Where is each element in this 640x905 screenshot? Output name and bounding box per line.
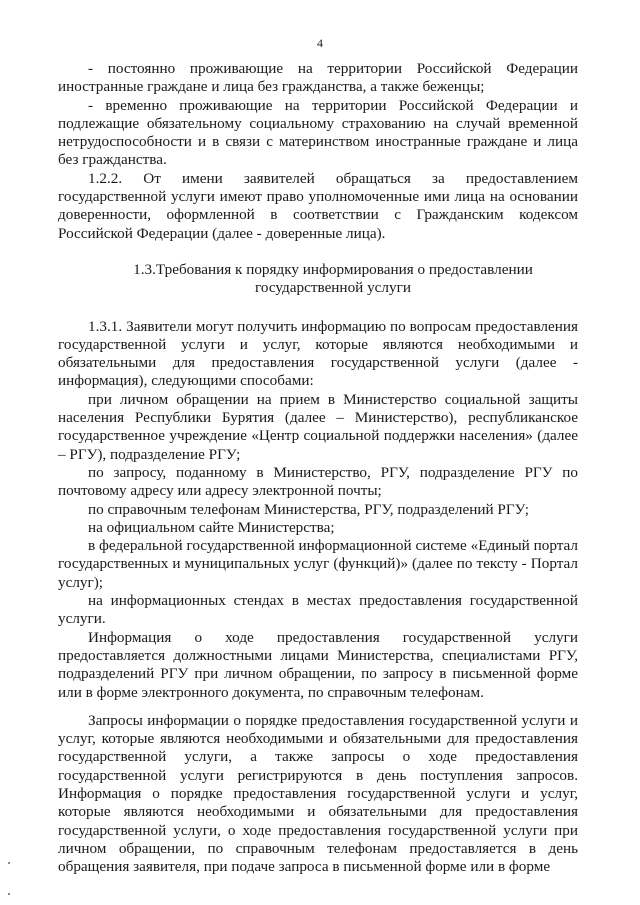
paragraph-1-3-1: 1.3.1. Заявители могут получить информацию по вопросам предоставления государственной услуги и услуг, которые являются необходимыми и обязательными для предоставления государственной услуги (далее - информация), следующими способами: (58, 317, 578, 390)
document-body (58, 60, 578, 876)
paragraph-federal-portal: в федеральной государственной информационной системе «Единый портал государственных и муниципальных услуг (функций)» (далее по тексту - Портал услуг); (58, 537, 578, 591)
section-heading-1-3 (58, 261, 578, 298)
paragraph-progress-info: Информация о ходе предоставления государственной услуги предоставляется должностными лицами Министерства, специалистами РГУ, подразделений РГУ при личном обращении, по запросу в письменной форме или в форме электронного документа, по справочным телефонам. (58, 628, 578, 701)
paragraph-by-phone: по справочным телефонам Министерства, РГУ, подразделений РГУ; (88, 500, 529, 518)
section-heading-line-1: 1.3.Требования к порядку информирования о предоставлении (133, 260, 533, 278)
paragraph-info-requests: Запросы информации о порядке предоставления государственной услуги и услуг, которые являются необходимыми и обязательными для предоставления государственной услуги, а также запросы о ходе предоставления государственной услуги регистрируются в день поступления запросов. Информация о порядке предоставления государственной услуги и услуг, которые являются необходимыми и обязательными для предоставления государственной услуги, о ходе предоставления государственной услуги при личном обращении, по справочным телефонам предоставляется в день обращения заявителя, при подаче запроса в письменной форме или в форме (58, 711, 578, 876)
paragraph-by-request: по запросу, поданному в Министерство, РГУ, подразделение РГУ по почтовому адресу или адресу электронной почты; (58, 463, 578, 500)
paragraph-1-2-2: 1.2.2. От имени заявителей обращаться за предоставлением государственной услуги имеют право уполномоченные ими лица на основании доверенности, оформленной в соответствии с Гражданским кодексом Российской Федерации (далее - доверенные лица). (58, 169, 578, 242)
paragraph-personal-visit: при личном обращении на прием в Министерство социальной защиты населения Республики Бурятия (далее – Министерство), республиканское государственное учреждение «Центр социальной поддержки населения» (далее – РГУ), подразделение РГУ; (58, 390, 578, 463)
scan-mark (8, 862, 10, 864)
scan-mark (8, 893, 10, 895)
paragraph-info-stands: на информационных стендах в местах предоставления государственной услуги. (58, 592, 578, 628)
section-heading-line-2: государственной услуги (255, 279, 411, 297)
paragraph-official-site: на официальном сайте Министерства; (88, 518, 335, 536)
page-number: 4 (317, 36, 323, 50)
paragraph-temporary-residents: - временно проживающие на территории Российской Федерации и подлежащие обязательному социальному страхованию на случай временной нетрудоспособности и в связи с материнством иностранные граждане и лица без гражданства. (58, 96, 578, 169)
paragraph-permanent-residents: - постоянно проживающие на территории Российской Федерации иностранные граждане и лица без гражданства, а также беженцы; (58, 60, 578, 96)
